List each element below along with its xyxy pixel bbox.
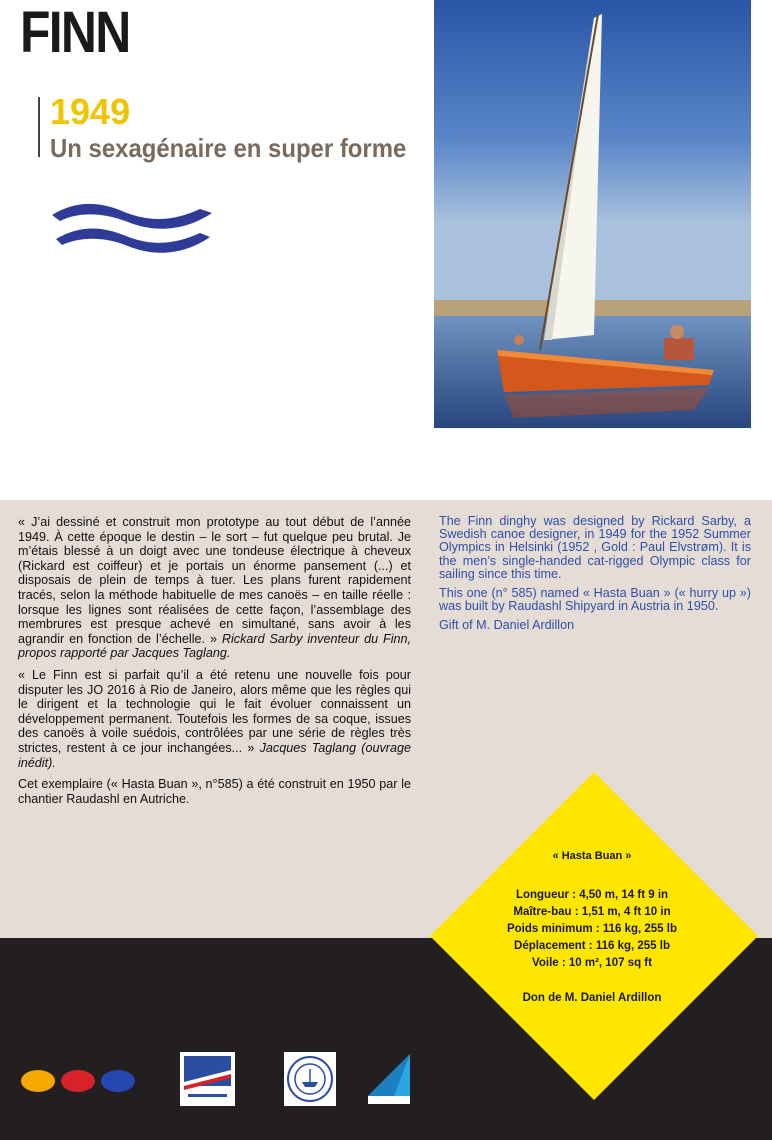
dots-logo bbox=[20, 1066, 138, 1096]
french-paragraph-3: Cet exemplaire (« Hasta Buan », n°585) a été construit en 1950 par le chantier Raudashl en Autriche. bbox=[18, 777, 411, 806]
french-quote-1: « J’ai dessiné et construit mon prototype au tout début de l’année 1949. À cette époque le destin – le sort – fut quelque peu brutal. Je m’étais blessé à un doigt avec une tondeuse électrique à cheveux (Rickard est coiffeur) et je portais un énorme pansement (...) et disposais de plein de temps à tuer. Les plans furent rapidement tracés, selon la méthode habituelle de mes canoës – en taille réelle : lorsque les lignes sont réalisées de cette façon, l’assemblage des membrures est presque achevé en simultané, sans avoir à les agrandir en fonction de l’échelle. » Rickard Sarby inventeur du Finn, propos rapporté par Jacques Taglang. bbox=[18, 515, 412, 661]
la-rochelle-logo bbox=[364, 1052, 414, 1106]
french-quote-2: « Le Finn est si parfait qu’il a été retenu une nouvelle fois pour disputer les JO 2016 à Rio de Janeiro, alors même que les règles qui le dirigent et la technologie qui le fait évoluer connaissent un développement permanent. Toutefois les formes de sa coque, issues des canoës à voile suédois, contrôlées par une série de règles très strictes, restent à ce jour inchangées... » Jacques Taglang (ouvrage inédit). bbox=[18, 667, 412, 770]
subtitle: Un sexagénaire en super forme bbox=[50, 133, 407, 163]
spec-min-weight: Poids minimum : 116 kg, 255 lb bbox=[506, 923, 677, 935]
english-text-column bbox=[439, 515, 751, 639]
spec-beam: Maître-bau : 1,51 m, 4 ft 10 in bbox=[513, 906, 671, 918]
english-paragraph-1: The Finn dinghy was designed by Rickard Sarby, a Swedish canoe designer, in 1949 for the 1952 Summer Olympics in Helsinki (1952 , Gold : Paul Elvstrøm). It is the men’s single-handed cat-rigged Olympic class for sailing since this time. bbox=[439, 514, 751, 581]
sailing-dinghy-photo bbox=[434, 0, 751, 428]
title-divider-bar bbox=[38, 97, 40, 157]
french-text-column bbox=[18, 515, 411, 813]
region-logo bbox=[180, 1052, 235, 1106]
spec-card bbox=[470, 848, 714, 1007]
quote-2-attribution: Jacques Taglang (ouvrage inédit). bbox=[18, 740, 412, 770]
boat-name: « Hasta Buan » bbox=[552, 850, 632, 862]
year-heading: 1949 bbox=[50, 91, 131, 132]
english-gift-line: Gift of M. Daniel Ardillon bbox=[439, 618, 575, 633]
waves-icon bbox=[50, 195, 215, 255]
museum-friends-seal bbox=[284, 1052, 336, 1106]
spec-donor: Don de M. Daniel Ardillon bbox=[522, 992, 662, 1004]
spec-length: Longueur : 4,50 m, 14 ft 9 in bbox=[515, 889, 669, 901]
english-paragraph-2: This one (n° 585) named « Hasta Buan » (« hurry up ») was built by Raudashl Shipyard in Austria in 1950. bbox=[439, 586, 751, 614]
spec-sail: Voile : 10 m², 107 sq ft bbox=[532, 957, 652, 969]
spec-displacement: Déplacement : 116 kg, 255 lb bbox=[514, 940, 670, 952]
page-title: FINN bbox=[20, 0, 130, 65]
quote-1-attribution: Rickard Sarby inventeur du Finn, propos rapporté par Jacques Taglang. bbox=[18, 631, 412, 661]
